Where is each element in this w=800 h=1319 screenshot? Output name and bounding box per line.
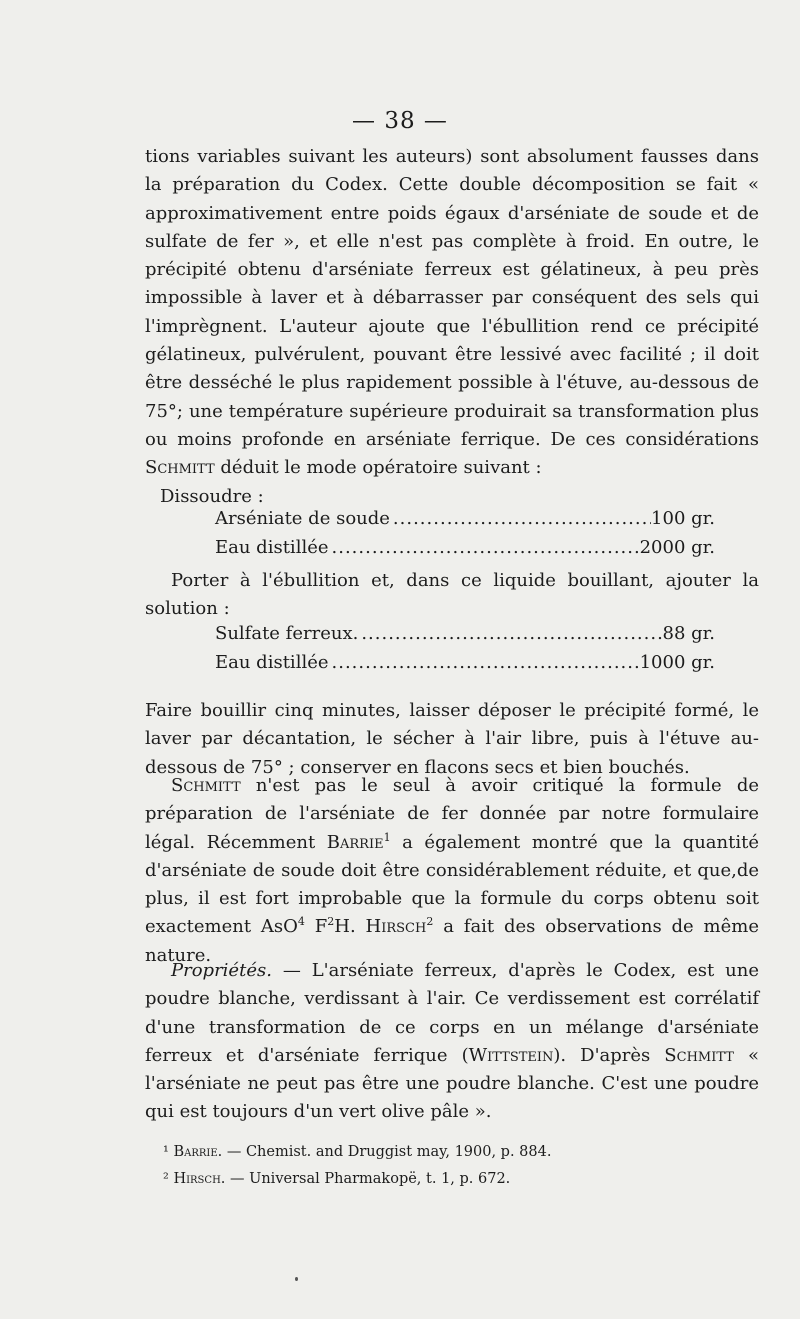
page-number: — 38 — <box>352 108 448 134</box>
dot-leader <box>329 537 640 558</box>
author-name: Schmitt <box>664 1044 734 1066</box>
instruction-label: Dissoudre : <box>160 485 264 507</box>
author-name: Schmitt <box>171 775 241 796</box>
section-heading: Propriétés. <box>171 960 272 981</box>
ingredient-quantity: 88 gr. <box>662 623 715 644</box>
footnote <box>163 1166 763 1193</box>
paragraph-text: — L'arséniate ferreux, d'après le Codex, est une poudre blanche, verdissant à l'air. Ce verdissement est corrélatif d'une transformation de ce corps en un mélange d'arséniate ferreux et d'arséniate ferrique ( <box>145 960 759 1066</box>
formula-part: F <box>314 916 328 938</box>
recipe-row <box>215 537 715 566</box>
ingredient-name: Sulfate ferreux. <box>215 623 359 644</box>
paragraph-text: déduit le mode opératoire suivant : <box>220 457 542 479</box>
recipe-list-solution-2 <box>215 623 715 680</box>
dot-leader <box>329 652 640 673</box>
paragraph-procedure: Faire bouillir cinq minutes, laisser déposer le précipité formé, le laver par décantation, le sécher à l'air libre, puis à l'étuve au-dessous de 75° ; conserver en flacons secs et bien bouchés. <box>145 700 759 778</box>
recipe-row <box>215 652 715 681</box>
ingredient-name: Eau distillée <box>215 536 329 558</box>
author-name: Hirsch <box>365 916 427 938</box>
footnote-ref: 1 <box>383 830 391 844</box>
paragraph-properties <box>145 957 759 1127</box>
ingredient-name: Arséniate de soude <box>215 508 390 529</box>
footnote-mark: ¹ <box>163 1144 169 1160</box>
paragraph-text: a également montré que la quantité d'arséniate de soude doit être considérablement réduite, et que,de plus, il est fort improbable que la formule du corps obtenu soit exactement AsO <box>145 831 759 938</box>
paragraph-text: ). D'après <box>553 1044 651 1066</box>
recipe-row <box>215 508 715 537</box>
paragraph-schmitt-critique <box>145 143 759 511</box>
ingredient-quantity: 100 gr. <box>651 508 715 529</box>
author-name: Wittstein <box>468 1044 554 1066</box>
ingredient-quantity: 2000 gr. <box>639 536 715 558</box>
footnote-text: — Universal Pharmakopë, t. 1, p. 672. <box>230 1171 511 1187</box>
paragraph-text: « l'arséniate ne peut pas être une poudre blanche. C'est une poudre qui est toujours d'un vert olive pâle ». <box>145 1044 759 1123</box>
ingredient-name: Eau distillée <box>215 651 329 673</box>
author-name: Barrie <box>326 831 384 853</box>
paragraph-text: n'est pas le seul à avoir critiqué la formule de préparation de l'arséniate de fer donnée par notre formulaire légal. Récemment <box>145 775 759 853</box>
footnote-ref: 2 <box>426 915 434 929</box>
paragraph-text: a fait des observations de même nature. <box>145 916 759 966</box>
footnote <box>163 1139 763 1166</box>
footnote-author: Barrie. <box>173 1144 223 1160</box>
print-speck <box>295 1277 298 1281</box>
formula-part: H. <box>334 916 356 938</box>
formula-subscript: 2 <box>327 915 335 929</box>
footnote-author: Hirsch. <box>173 1171 226 1187</box>
formula-subscript: 4 <box>297 915 305 929</box>
recipe-list-solution-1 <box>215 508 715 565</box>
paragraph-boiling-instruction: Porter à l'ébullition et, dans ce liquide bouillant, ajouter la solution : <box>145 570 759 620</box>
ingredient-quantity: 1000 gr. <box>639 651 715 673</box>
footnote-mark: ² <box>163 1171 169 1187</box>
dot-leader <box>358 623 662 644</box>
footnotes <box>163 1139 763 1193</box>
paragraph-other-critics <box>145 772 759 970</box>
dot-leader <box>390 508 651 529</box>
footnote-text: — Chemist. and Druggist may, 1900, p. 884. <box>226 1144 552 1160</box>
author-name: Schmitt <box>145 457 215 479</box>
recipe-row <box>215 623 715 652</box>
paragraph-text: tions variables suivant les auteurs) sont absolument fausses dans la préparation du Codex. Cette double décomposition se fait « approximativement entre poids égaux d'arséniate de soude et de sulfate de fer », et elle n'est pas complète à froid. En outre, le précipité obtenu d'arséniate ferreux est gélatineux, à peu près impossible à laver et à débarrasser par conséquent des sels qui l'imprègnent. L'auteur ajoute que l'ébullition rend ce précipité gélatineux, pulvérulent, pouvant être lessivé avec facilité ; il doit être desséché le plus rapidement possible à l'étuve, au-dessous de 75°; une température supérieure produirait sa transformation plus ou moins profonde en arséniate ferrique. De ces considérations <box>145 146 759 450</box>
